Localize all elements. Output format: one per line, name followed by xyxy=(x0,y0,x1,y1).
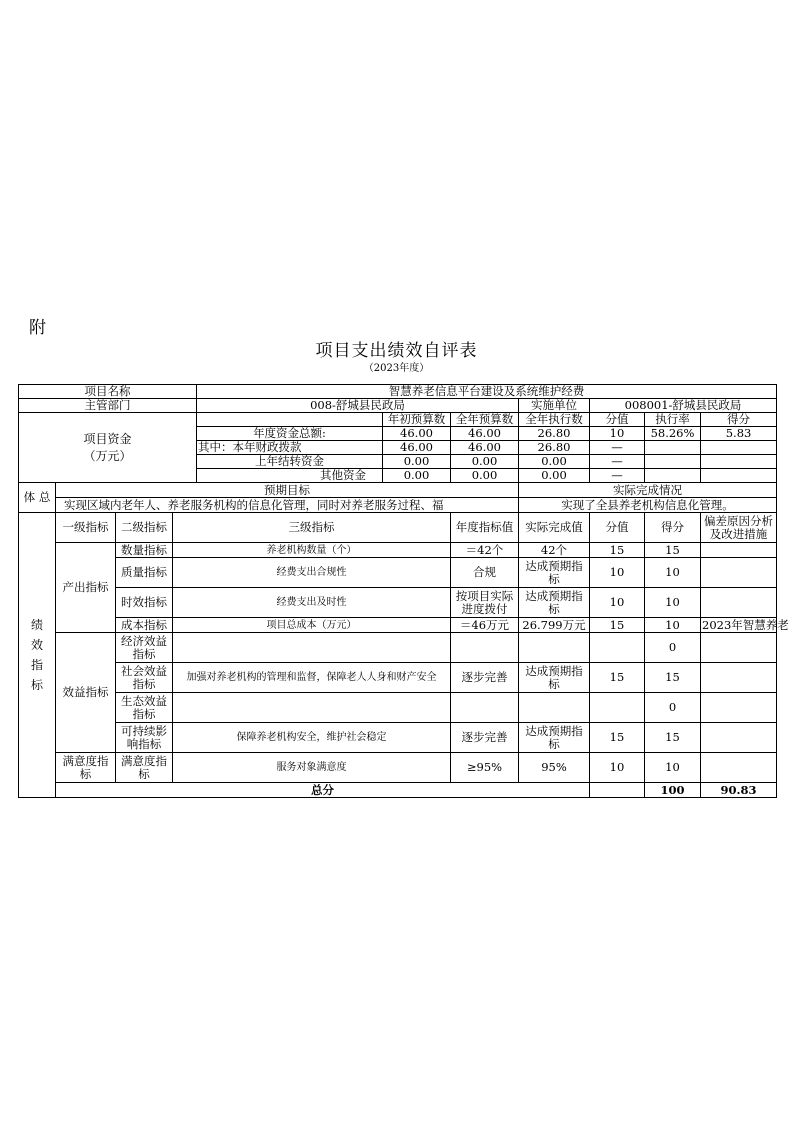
perf-got: 15 xyxy=(645,663,701,693)
funds-cell: 0.00 xyxy=(383,469,451,483)
perf-note: 2023年智慧养老 xyxy=(702,617,789,632)
perf-got: 10 xyxy=(645,618,701,633)
perf-l3: 经费支出及时性 xyxy=(173,588,451,618)
satisfaction-target: ≥95% xyxy=(451,753,519,783)
perf-l3: 保障养老机构安全，维护社会稳定 xyxy=(173,723,451,753)
perf-target xyxy=(451,633,519,663)
perf-l2: 时效指标 xyxy=(116,588,173,618)
perf-got: 10 xyxy=(645,558,701,588)
perf-l2: 生态效益指标 xyxy=(116,693,173,723)
funds-label: 项目资金 xyxy=(83,431,132,446)
perf-score xyxy=(590,693,645,723)
dept-value: 008-舒城县民政局 xyxy=(197,399,519,413)
row-project-name xyxy=(19,385,777,399)
funds-cell xyxy=(701,469,777,483)
perf-score: 10 xyxy=(590,558,645,588)
perf-header-score: 分值 xyxy=(590,513,645,543)
perf-l3: 项目总成本（万元） xyxy=(173,618,451,633)
funds-cell: 0.00 xyxy=(519,469,590,483)
perf-note xyxy=(701,588,777,618)
perf-score: 15 xyxy=(590,723,645,753)
perf-header-l1: 一级指标 xyxy=(56,513,116,543)
benefit-label: 效益指标 xyxy=(56,633,116,753)
funds-cell: 58.26% xyxy=(645,427,701,441)
funds-row-name: 上年结转资金 xyxy=(197,455,383,469)
row-output-quantity xyxy=(19,543,777,558)
funds-cell: 46.00 xyxy=(383,427,451,441)
perf-got: 0 xyxy=(645,693,701,723)
perf-header-l2: 二级指标 xyxy=(116,513,173,543)
funds-cell: 0.00 xyxy=(383,455,451,469)
funds-cell: — xyxy=(590,441,645,455)
funds-row-name: 年度资金总额: xyxy=(197,427,383,441)
goals-expected-text: 实现区域内老年人、养老服务机构的信息化管理，同时对养老服务过程、福 xyxy=(56,498,519,513)
output-label: 产出指标 xyxy=(56,543,116,633)
funds-cell: 46.00 xyxy=(451,427,519,441)
perf-target: 合规 xyxy=(451,558,519,588)
perf-target: ＝46万元 xyxy=(451,618,519,633)
row-benefit-ecological xyxy=(19,693,777,723)
perf-note xyxy=(701,633,777,663)
funds-label-cell xyxy=(19,413,197,483)
perf-target: 逐步完善 xyxy=(451,723,519,753)
funds-row-name: 其中：本年财政拨款 xyxy=(197,441,383,455)
perf-actual: 达成预期指标 xyxy=(519,558,590,588)
perf-target: 逐步完善 xyxy=(451,663,519,693)
perf-header-target: 年度指标值 xyxy=(451,513,519,543)
total-blank xyxy=(590,783,645,798)
row-benefit-economic xyxy=(19,633,777,663)
perf-actual: 42个 xyxy=(519,543,590,558)
perf-header-note: 偏差原因分析及改进措施 xyxy=(701,513,777,543)
funds-cell xyxy=(701,441,777,455)
funds-cell xyxy=(645,469,701,483)
row-satisfaction xyxy=(19,753,777,783)
funds-cell: 0.00 xyxy=(451,469,519,483)
perf-l3 xyxy=(173,633,451,663)
funds-row-name: 其他资金 xyxy=(197,469,383,483)
funds-cell: — xyxy=(590,469,645,483)
dept-label: 主管部门 xyxy=(19,399,197,413)
goals-expected-header: 预期目标 xyxy=(56,483,519,498)
evaluation-table xyxy=(18,384,789,798)
row-goals-header xyxy=(19,483,777,498)
perf-note xyxy=(701,723,777,753)
perf-l2: 成本指标 xyxy=(116,618,173,633)
perf-note xyxy=(701,693,777,723)
funds-unit: （万元） xyxy=(83,448,132,463)
row-goals-content xyxy=(19,498,777,513)
row-benefit-social xyxy=(19,663,777,693)
perf-header-l3: 三级指标 xyxy=(173,513,451,543)
row-output-cost xyxy=(19,618,777,633)
perf-header-actual: 实际完成值 xyxy=(519,513,590,543)
goals-label: 体 总 xyxy=(19,483,56,513)
perf-got: 0 xyxy=(645,633,701,663)
impl-label: 实施单位 xyxy=(519,399,590,413)
perf-score: 15 xyxy=(590,543,645,558)
goals-actual-text: 实现了全县养老机构信息化管理。 xyxy=(519,498,777,513)
perf-target: ＝42个 xyxy=(451,543,519,558)
perf-score: 15 xyxy=(590,663,645,693)
perf-l2: 质量指标 xyxy=(116,558,173,588)
perf-l3: 养老机构数量（个） xyxy=(173,543,451,558)
satisfaction-score: 10 xyxy=(590,753,645,783)
perf-actual: 达成预期指标 xyxy=(519,588,590,618)
satisfaction-actual: 95% xyxy=(519,753,590,783)
evaluation-table-wrapper xyxy=(18,384,789,798)
perf-l2: 可持续影响指标 xyxy=(116,723,173,753)
perf-section-text: 绩效指标 xyxy=(30,618,43,692)
satisfaction-l1: 满意度指标 xyxy=(56,753,116,783)
funds-cell: 0.00 xyxy=(451,455,519,469)
perf-actual xyxy=(519,693,590,723)
satisfaction-got: 10 xyxy=(645,753,701,783)
perf-target: 按项目实际进度拨付 xyxy=(451,588,519,618)
funds-header-0: 年初预算数 xyxy=(383,413,451,427)
funds-header-4: 执行率 xyxy=(645,413,701,427)
perf-actual xyxy=(519,633,590,663)
row-benefit-sustainable xyxy=(19,723,777,753)
total-got: 90.83 xyxy=(701,783,777,798)
satisfaction-l3: 服务对象满意度 xyxy=(173,753,451,783)
year-subtitle: （2023年度） xyxy=(363,363,430,374)
funds-cell: 10 xyxy=(590,427,645,441)
project-name-label: 项目名称 xyxy=(19,385,197,399)
funds-cell: 0.00 xyxy=(519,455,590,469)
funds-cell xyxy=(645,441,701,455)
perf-actual: 达成预期指标 xyxy=(519,723,590,753)
attachment-label: 附 xyxy=(29,318,46,338)
perf-got: 10 xyxy=(645,588,701,618)
funds-header-2: 全年执行数 xyxy=(519,413,590,427)
perf-l3: 加强对养老机构的管理和监督，保障老人人身和财产安全 xyxy=(173,663,451,693)
funds-cell xyxy=(645,455,701,469)
funds-cell: 46.00 xyxy=(383,441,451,455)
funds-cell: 26.80 xyxy=(519,427,590,441)
perf-note xyxy=(701,543,777,558)
project-name-value: 智慧养老信息平台建设及系统维护经费 xyxy=(197,385,777,399)
perf-header-got: 得分 xyxy=(645,513,701,543)
total-score: 100 xyxy=(645,783,701,798)
funds-cell: 5.83 xyxy=(701,427,777,441)
perf-actual: 26.799万元 xyxy=(519,618,590,633)
perf-note xyxy=(701,663,777,693)
row-department xyxy=(19,399,777,413)
satisfaction-l2: 满意度指标 xyxy=(116,753,173,783)
perf-note xyxy=(701,558,777,588)
funds-header-3: 分值 xyxy=(590,413,645,427)
row-output-quality xyxy=(19,558,777,588)
total-label: 总分 xyxy=(56,783,590,798)
satisfaction-note xyxy=(701,753,777,783)
row-perf-header xyxy=(19,513,777,543)
row-total xyxy=(19,783,777,798)
perf-l3: 经费支出合规性 xyxy=(173,558,451,588)
goals-actual-header: 实际完成情况 xyxy=(519,483,777,498)
perf-actual: 达成预期指标 xyxy=(519,663,590,693)
perf-got: 15 xyxy=(645,543,701,558)
funds-header-1: 全年预算数 xyxy=(451,413,519,427)
funds-cell: 26.80 xyxy=(519,441,590,455)
impl-value: 008001-舒城县民政局 xyxy=(590,399,777,413)
perf-score: 10 xyxy=(590,588,645,618)
perf-got: 15 xyxy=(645,723,701,753)
row-output-timeliness xyxy=(19,588,777,618)
funds-cell: 46.00 xyxy=(451,441,519,455)
funds-header-5: 得分 xyxy=(701,413,777,427)
perf-l3 xyxy=(173,693,451,723)
page-title: 项目支出绩效自评表 xyxy=(315,341,478,361)
perf-score: 15 xyxy=(590,618,645,633)
perf-l2: 数量指标 xyxy=(116,543,173,558)
funds-header-blank xyxy=(197,413,383,427)
perf-target xyxy=(451,693,519,723)
perf-l2: 社会效益指标 xyxy=(116,663,173,693)
perf-l2: 经济效益指标 xyxy=(116,633,173,663)
row-funds-header xyxy=(19,413,777,427)
funds-cell: — xyxy=(590,455,645,469)
perf-score xyxy=(590,633,645,663)
funds-cell xyxy=(701,455,777,469)
perf-section-label xyxy=(19,513,56,798)
